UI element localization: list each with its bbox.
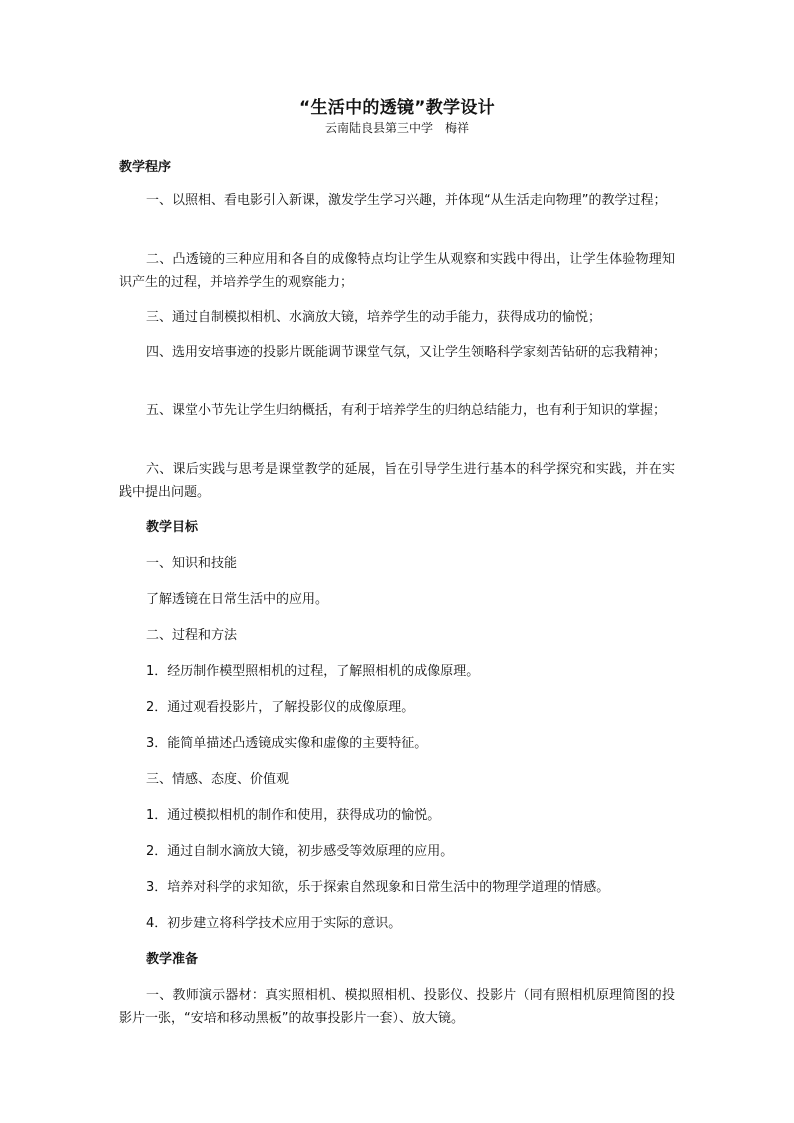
objective-process-item-1: 1．经历制作模型照相机的过程，了解照相机的成像原理。 [146,664,480,679]
objective-values-item-2: 2．通过自制水滴放大镜，初步感受等效原理的应用。 [146,844,454,859]
procedure-item-1: 一、以照相、看电影引入新课，激发学生学习兴趣，并体现“从生活走向物理”的教学过程； [146,193,667,208]
author-line: 云南陆良县第三中学 梅祥 [324,121,469,135]
objective-process-item-3: 3．能简单描述凸透镜成实像和虚像的主要特征。 [146,736,428,751]
objective-process-item-2: 2．通过观看投影片，了解投影仪的成像原理。 [146,700,415,715]
objective-values-item-1: 1．通过模拟相机的制作和使用，获得成功的愉悦。 [146,808,441,823]
section-heading-objectives: 教学目标 [146,520,199,535]
document-title: “生活中的透镜”教学设计 [299,98,495,118]
objective-values-item-4: 4．初步建立将科学技术应用于实际的意识。 [146,916,402,931]
procedure-item-6: 六、课后实践与思考是课堂教学的延展，旨在引导学生进行基本的科学探究和实践，并在实践中提出问题。 [119,462,675,500]
procedure-item-3: 三、通过自制模拟相机、水滴放大镜，培养学生的动手能力，获得成功的愉悦； [146,310,602,325]
procedure-item-4: 四、选用安培事迹的投影片既能调节课堂气氛，又让学生领略科学家刻苦钻研的忘我精神； [146,345,667,360]
objective-process-heading: 二、过程和方法 [146,628,238,643]
objective-values-heading: 三、情感、态度、价值观 [146,772,290,787]
procedure-item-2: 二、凸透镜的三种应用和各自的成像特点均让学生从观察和实践中得出，让学生体验物理知识产生的过程，并培养学生的观察能力； [119,252,675,290]
section-heading-procedure: 教学程序 [119,160,172,175]
objective-knowledge-heading: 一、知识和技能 [146,556,238,571]
section-heading-preparation: 教学准备 [146,952,199,967]
objective-knowledge-text: 了解透镜在日常生活中的应用。 [146,592,329,607]
preparation-item-1: 一、教师演示器材：真实照相机、模拟照相机、投影仪、投影片（同有照相机原理简图的投影片一张，“安培和移动黑板”的故事投影片一套）、放大镜。 [119,988,675,1026]
procedure-item-5: 五、课堂小节先让学生归纳概括，有利于培养学生的归纳总结能力，也有利于知识的掌握； [146,403,667,418]
objective-values-item-3: 3．培养对科学的求知欲，乐于探索自然现象和日常生活中的物理学道理的情感。 [146,880,610,895]
